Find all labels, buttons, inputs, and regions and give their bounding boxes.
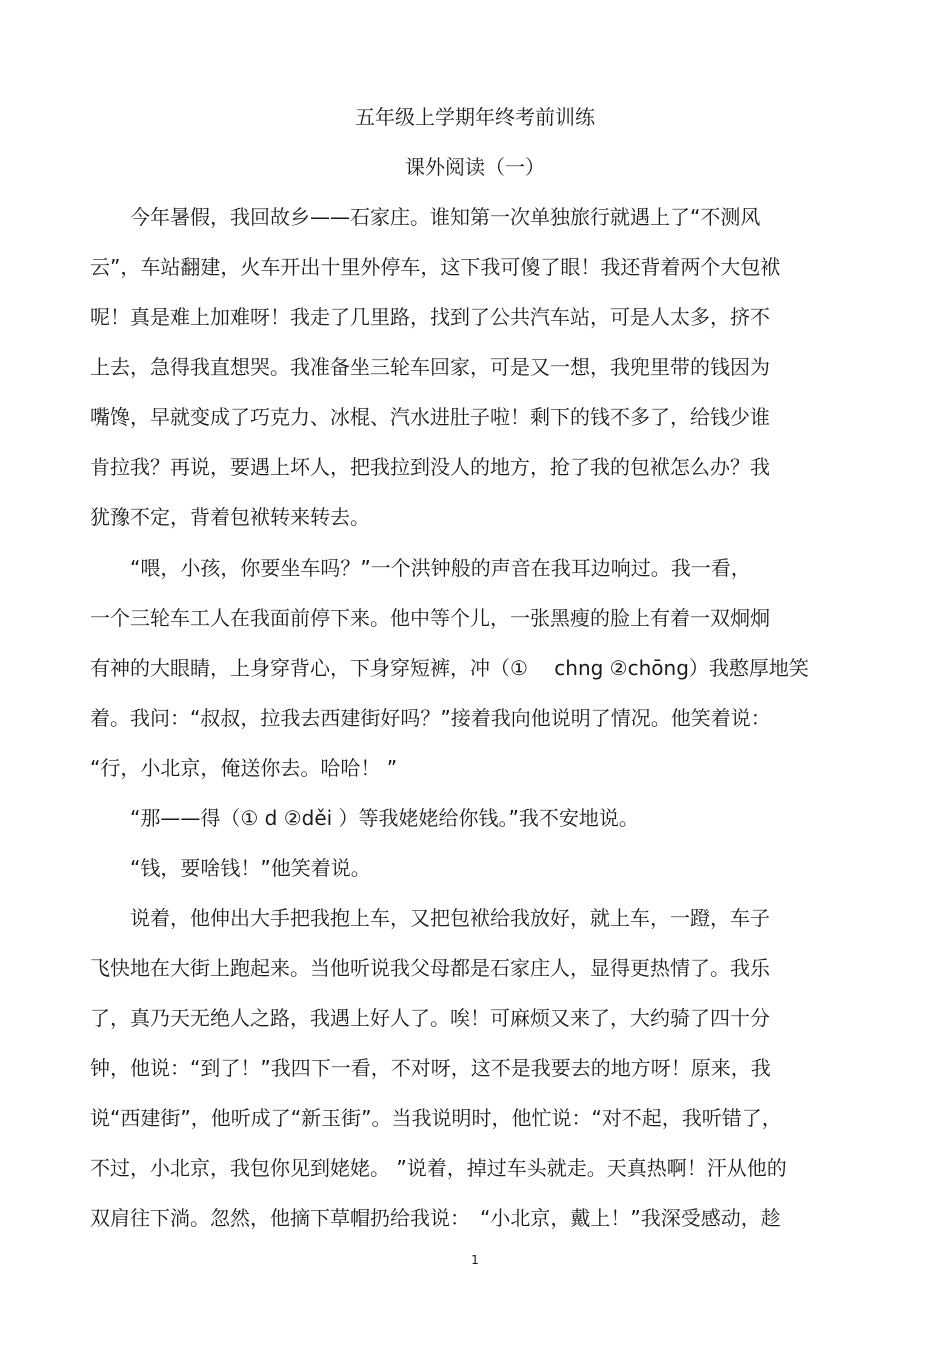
text-line: 双肩往下淌。忽然，他摘下草帽扔给我说： “小北京，戴上！”我深受感动，趁 [90,1206,781,1230]
text-line: 嘴馋，早就变成了巧克力、冰棍、汽水进肚子啦！剩下的钱不多了，给钱少谁 [90,405,770,429]
text-line: 着。我问：“叔叔，拉我去西建街好吗？”接着我向他说明了情况。他笑着说： [90,706,771,730]
text-line: 今年暑假，我回故乡——石家庄。谁知第一次单独旅行就遇上了“不测风 [90,205,761,229]
text-line: “喂，小孩，你要坐车吗？”一个洪钟般的声音在我耳边响过。我一看， [90,556,751,580]
text-line: 一个三轮车工人在我面前停下来。他中等个儿，一张黑瘦的脸上有着一双炯炯 [90,606,770,630]
page-number: 1 [471,1253,479,1267]
text-line: 说着，他伸出大手把我抱上车，又把包袱给我放好，就上车，一蹬，车子 [90,906,770,930]
text-line: 犹豫不定，背着包袱转来转去。 [90,505,370,529]
text-line: “行，小北京，俺送你去。哈哈！ ” [90,756,398,780]
text-line: “那——得（① d ②děi ）等我姥姥给你钱。”我不安地说。 [90,806,639,830]
text-line: 飞快地在大街上跑起来。当他听说我父母都是石家庄人，显得更热情了。我乐 [90,956,770,980]
text-line: 有神的大眼睛，上身穿背心，下身穿短裤，冲（① chng ②chōng）我憨厚地笑 [90,656,809,680]
text-line: 说“西建街”，他听成了“新玉街”。当我说明时，他忙说：“对不起，我听错了， [90,1106,782,1130]
text-line: 云”，车站翻建，火车开出十里外停车，这下我可傻了眼！我还背着两个大包袱 [90,255,781,279]
text-line: 呢！真是难上加难呀！我走了几里路，找到了公共汽车站，可是人太多，挤不 [90,305,770,329]
text-line: 肯拉我？再说，要遇上坏人，把我拉到没人的地方，抢了我的包袱怎么办？我 [90,455,770,479]
text-line: “钱，要啥钱！”他笑着说。 [90,856,371,880]
document-title: 五年级上学期年终考前训练 [355,105,595,129]
text-line: 钟，他说：“到了！”我四下一看，不对呀，这不是我要去的地方呀！原来，我 [90,1056,771,1080]
document-subtitle: 课外阅读（一） [405,155,545,179]
text-line: 了，真乃天无绝人之路，我遇上好人了。唉！可麻烦又来了，大约骑了四十分 [90,1006,770,1030]
text-line: 上去，急得我直想哭。我准备坐三轮车回家，可是又一想，我兜里带的钱因为 [90,355,770,379]
text-line: 不过，小北京，我包你见到姥姥。 ”说着，掉过车头就走。天真热啊！汗从他的 [90,1156,787,1180]
